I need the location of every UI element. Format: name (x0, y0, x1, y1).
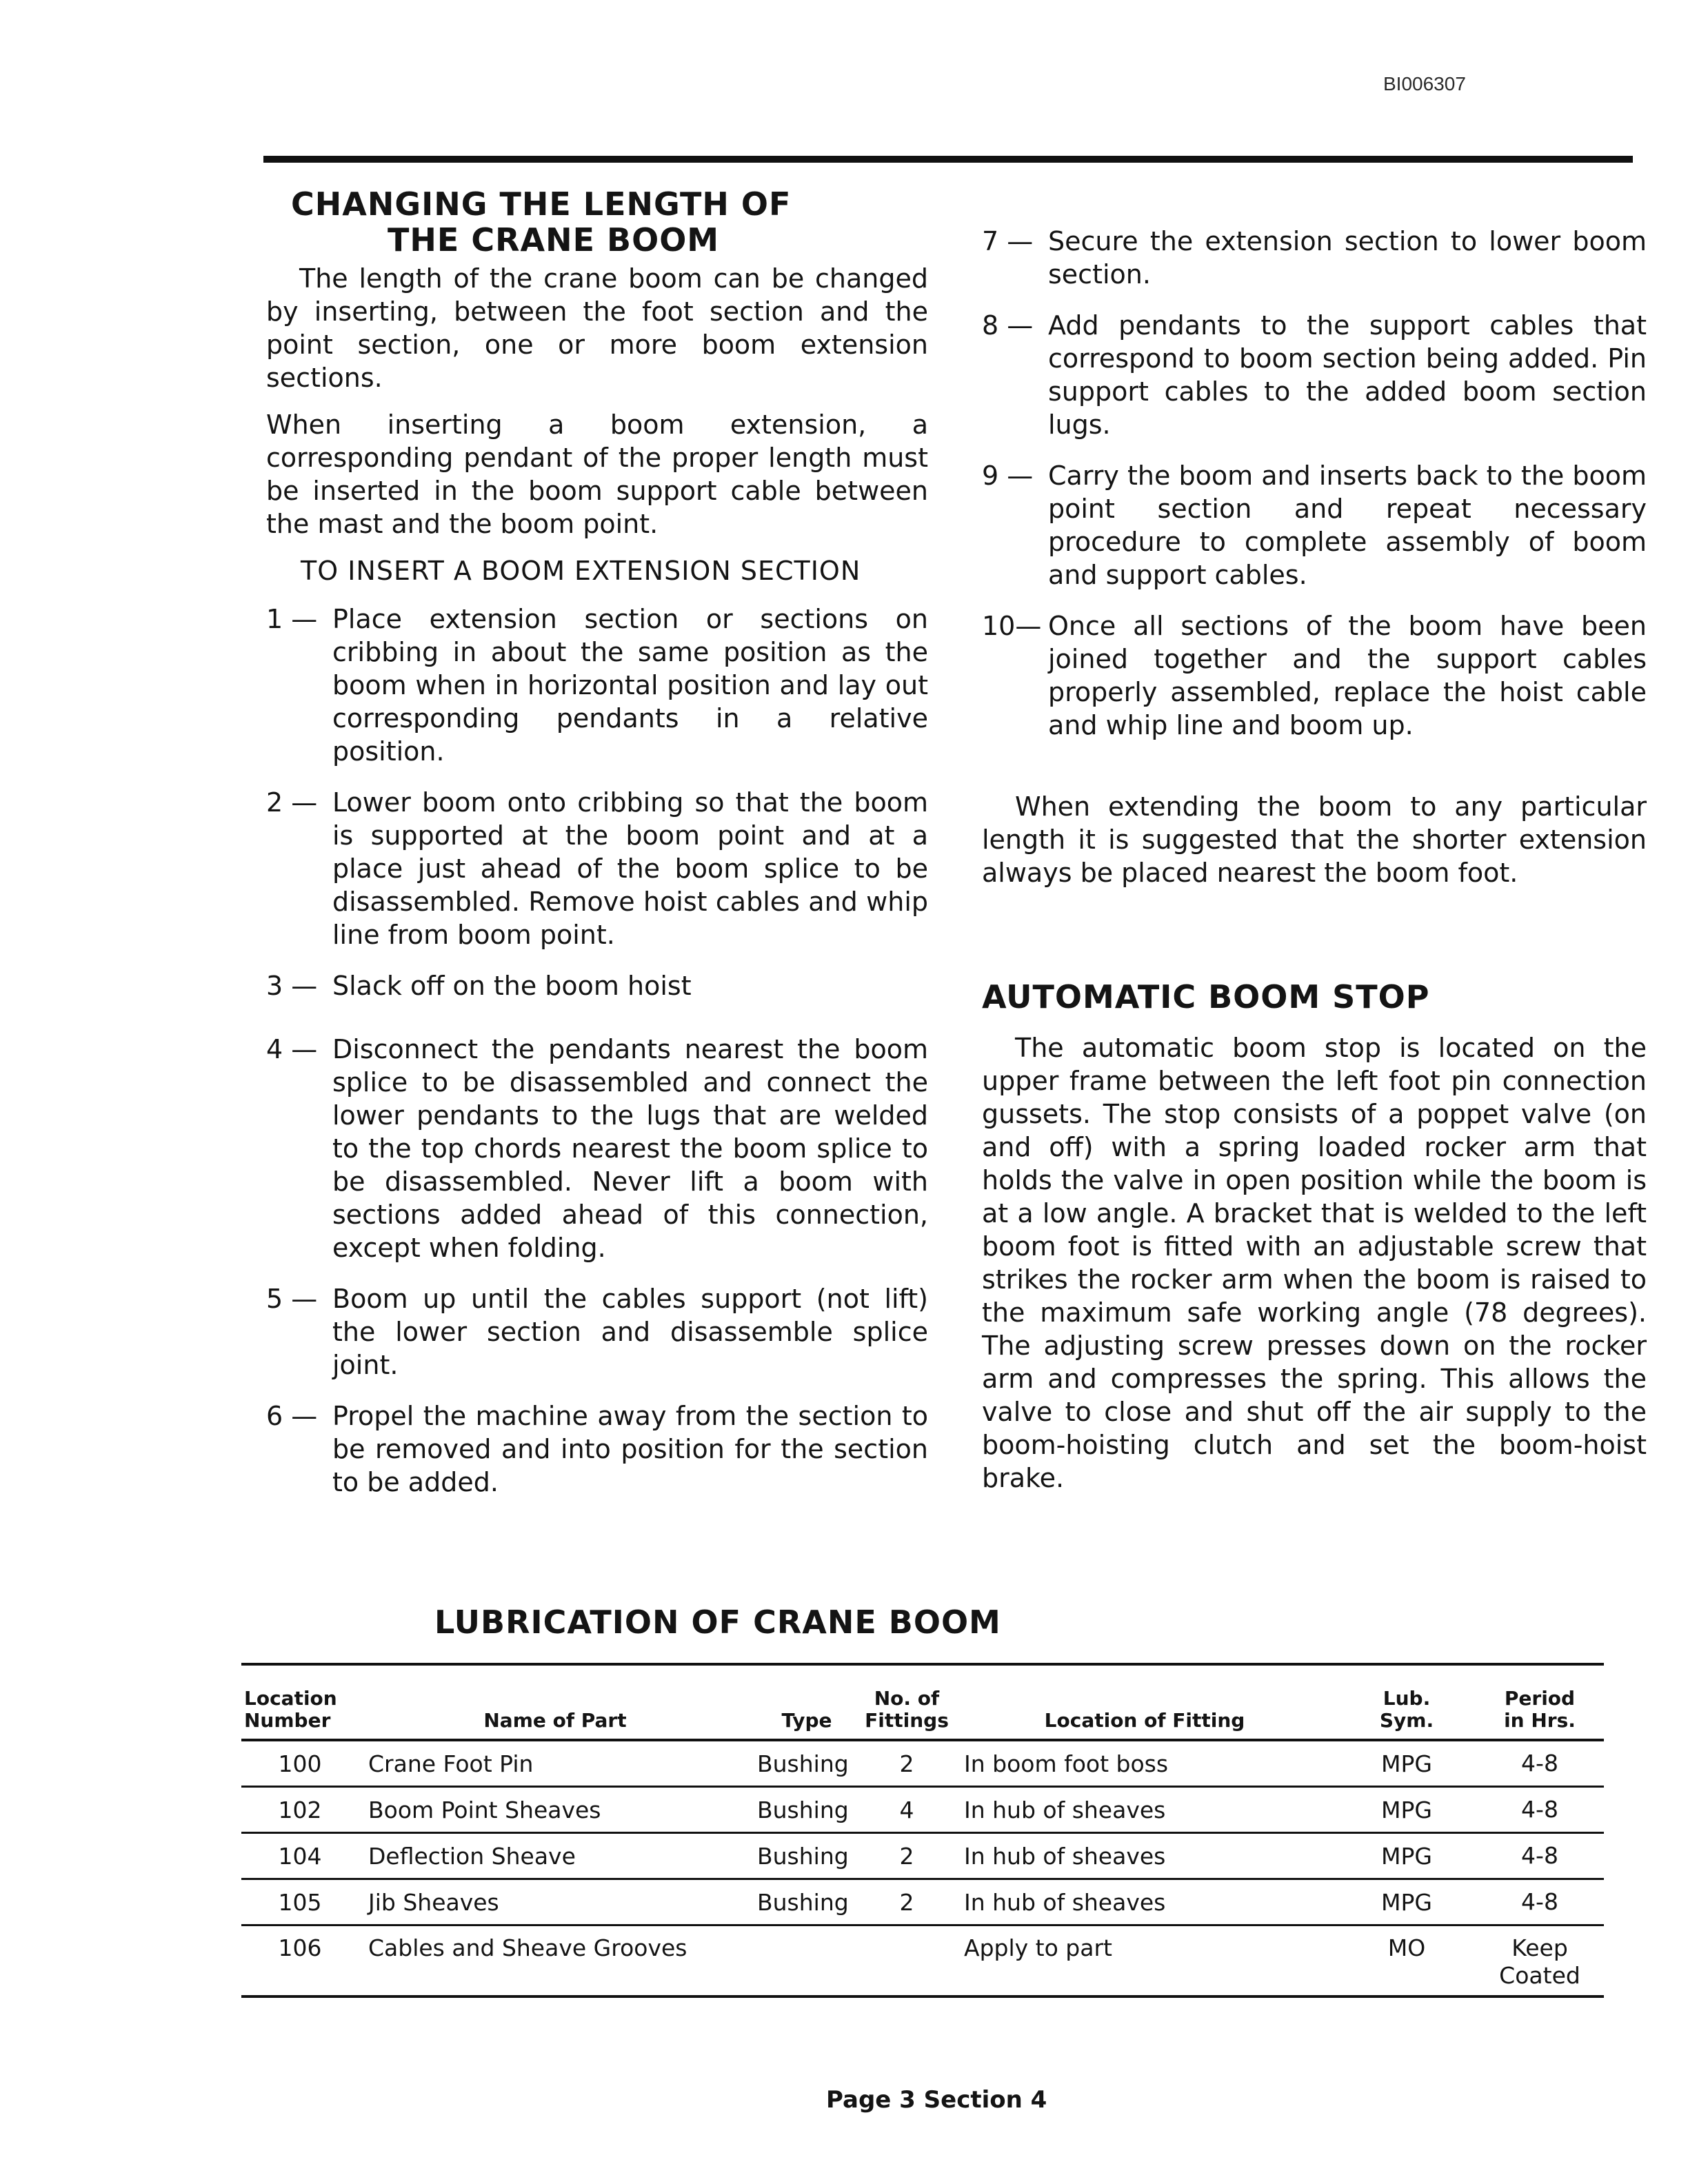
cell-sym: MPG (1381, 1796, 1432, 1823)
step-text: Disconnect the pendants nearest the boom splice to be disassembled and connect the lower pendants to the lugs that are welded to the top chords nearest the boom splice to be disassembled. Never lift a boom with sections added ahead of this connection, except when folding. (332, 1034, 928, 1263)
cell-sym: MPG (1381, 1842, 1432, 1870)
header-location-of-fitting: Location of Fitting (1044, 1709, 1245, 1732)
step-text: Boom up until the cables support (not lift) the lower section and disassemble splice joint. (332, 1284, 928, 1380)
cell-period: 4-8 (1521, 1888, 1558, 1915)
cell-type: Bushing (757, 1888, 849, 1916)
cell-location: 102 (278, 1796, 322, 1823)
intro-paragraph-2: When inserting a boom extension, a corresponding pendant of the proper length must be inserted in the boom support cable between the mast and the boom point. (266, 410, 928, 539)
header-location-number (241, 1688, 359, 1732)
cell-period: 4-8 (1521, 1750, 1558, 1777)
cell-name: Cables and Sheave Grooves (368, 1934, 687, 1961)
header-type: Type (781, 1709, 832, 1732)
header-sym-line2: Sym. (1379, 1709, 1434, 1732)
step-number: 6 — (266, 1401, 318, 1431)
header-lub-sym (1338, 1688, 1476, 1732)
boom-stop-paragraph: The automatic boom stop is located on the upper frame between the left foot pin connection gussets. The stop consists of a poppet valve (on and off) with a spring loaded rocker arm that holds the valve in open position while the boom is at a low angle. A bracket that is welded to the left boom foot is fitted with an adjustable screw that strikes the rocker arm when the boom is raised to the maximum safe working angle (78 degrees). The adjusting screw presses down on the rocker arm and compresses the spring. This allows the valve to close and shut off the air supply to the boom-hoisting clutch and set the boom-hoist brake. (982, 1033, 1647, 1493)
cell-location: 100 (278, 1750, 322, 1777)
cell-where: Apply to part (964, 1934, 1112, 1961)
cell-type: Bushing (757, 1842, 849, 1870)
header-sym-line1: Lub. (1383, 1687, 1431, 1710)
section-title (266, 186, 928, 258)
cell-where: In hub of sheaves (964, 1842, 1166, 1870)
intro-paragraph-1: The length of the crane boom can be changed by inserting, between the foot section and the point section, one or more boom extension sections. (266, 263, 928, 393)
cell-fittings: 2 (899, 1842, 914, 1870)
header-fittings-line2: Fittings (865, 1709, 949, 1732)
cell-period: 4-8 (1521, 1796, 1558, 1823)
section-title-line2: THE CRANE BOOM (388, 221, 720, 259)
left-column (266, 186, 928, 1517)
header-period-line1: Period (1504, 1687, 1576, 1710)
header-fittings-line1: No. of (874, 1687, 940, 1710)
step-number: 7 — (982, 226, 1034, 256)
step-3 (266, 969, 928, 1002)
step-text: Carry the boom and inserts back to the boom point section and repeat necessary procedure to complete assembly of boom and support cables. (1048, 461, 1647, 590)
step-2 (266, 786, 928, 951)
step-10 (982, 609, 1647, 742)
table-row (241, 1741, 1604, 1788)
cell-where: In boom foot boss (964, 1750, 1169, 1777)
step-4 (266, 1033, 928, 1264)
header-location-line2: Number (244, 1709, 331, 1732)
procedure-subheading: TO INSERT A BOOM EXTENSION SECTION (301, 556, 861, 586)
step-number: 1 — (266, 604, 318, 634)
table-row (241, 1788, 1604, 1834)
cell-fittings: 2 (899, 1750, 914, 1777)
cell-type: Bushing (757, 1796, 849, 1823)
table-header (241, 1666, 1604, 1741)
table-row (241, 1926, 1604, 1995)
step-text: Lower boom onto cribbing so that the boom is supported at the boom point and at a place just ahead of the boom splice to be disassembled. Remove hoist cables and whip line from boom point. (332, 787, 928, 950)
step-number: 4 — (266, 1034, 318, 1064)
boom-stop-title: AUTOMATIC BOOM STOP (982, 978, 1430, 1015)
cell-period: Keep Coated (1499, 1934, 1580, 1989)
step-number: 5 — (266, 1284, 318, 1314)
cell-location: 104 (278, 1842, 322, 1870)
step-8 (982, 309, 1647, 441)
cell-where: In hub of sheaves (964, 1888, 1166, 1916)
cell-sym: MPG (1381, 1888, 1432, 1916)
cell-type: Bushing (757, 1750, 849, 1777)
cell-name: Boom Point Sheaves (368, 1796, 601, 1823)
cell-fittings: 4 (899, 1796, 914, 1823)
step-text: Propel the machine away from the section to be removed and into position for the section to be added. (332, 1401, 928, 1497)
cell-name: Deflection Sheave (368, 1842, 576, 1870)
cell-location: 106 (278, 1934, 322, 1961)
step-number: 9 — (982, 461, 1034, 491)
section-title-line1: CHANGING THE LENGTH OF (291, 185, 792, 223)
step-1 (266, 603, 928, 768)
cell-where: In hub of sheaves (964, 1796, 1166, 1823)
cell-name: Jib Sheaves (368, 1888, 499, 1916)
table-row (241, 1880, 1604, 1926)
cell-fittings: 2 (899, 1888, 914, 1916)
header-name-of-part: Name of Part (483, 1709, 627, 1732)
lubrication-table (241, 1663, 1604, 1998)
lubrication-title: LUBRICATION OF CRANE BOOM (434, 1604, 1001, 1641)
step-number: 8 — (982, 310, 1034, 341)
page-footer: Page 3 Section 4 (826, 2086, 1047, 2114)
cell-period: 4-8 (1521, 1842, 1558, 1869)
step-7 (982, 225, 1647, 291)
step-text: Add pendants to the support cables that correspond to boom section being added. Pin support cables to the added boom section lugs. (1048, 310, 1647, 440)
step-text: Place extension section or sections on cribbing in about the same position as the boom when in horizontal position and lay out corresponding pendants in a relative position. (332, 604, 928, 767)
step-number: 2 — (266, 787, 318, 818)
cell-sym: MO (1387, 1934, 1426, 1961)
header-fittings (862, 1688, 952, 1732)
step-text: Once all sections of the boom have been joined together and the support cables properly assembled, replace the hoist cable and whip line and boom up. (1048, 611, 1647, 740)
header-period (1476, 1688, 1604, 1732)
extension-note: When extending the boom to any particular length it is suggested that the shorter extension always be placed nearest the boom foot. (982, 791, 1647, 888)
top-rule (263, 156, 1633, 163)
right-column (982, 225, 1647, 1495)
cell-location: 105 (278, 1888, 322, 1916)
step-6 (266, 1399, 928, 1499)
step-number: 3 — (266, 971, 318, 1001)
document-id: BI006307 (1383, 73, 1466, 94)
step-text: Slack off on the boom hoist (332, 971, 692, 1001)
step-number: 10— (982, 611, 1042, 641)
step-5 (266, 1282, 928, 1382)
step-text: Secure the extension section to lower boom section. (1048, 226, 1647, 290)
cell-name: Crane Foot Pin (368, 1750, 534, 1777)
step-9 (982, 459, 1647, 592)
header-period-line2: in Hrs. (1504, 1709, 1576, 1732)
header-location-line1: Location (244, 1687, 337, 1710)
table-row (241, 1834, 1604, 1880)
cell-sym: MPG (1381, 1750, 1432, 1777)
